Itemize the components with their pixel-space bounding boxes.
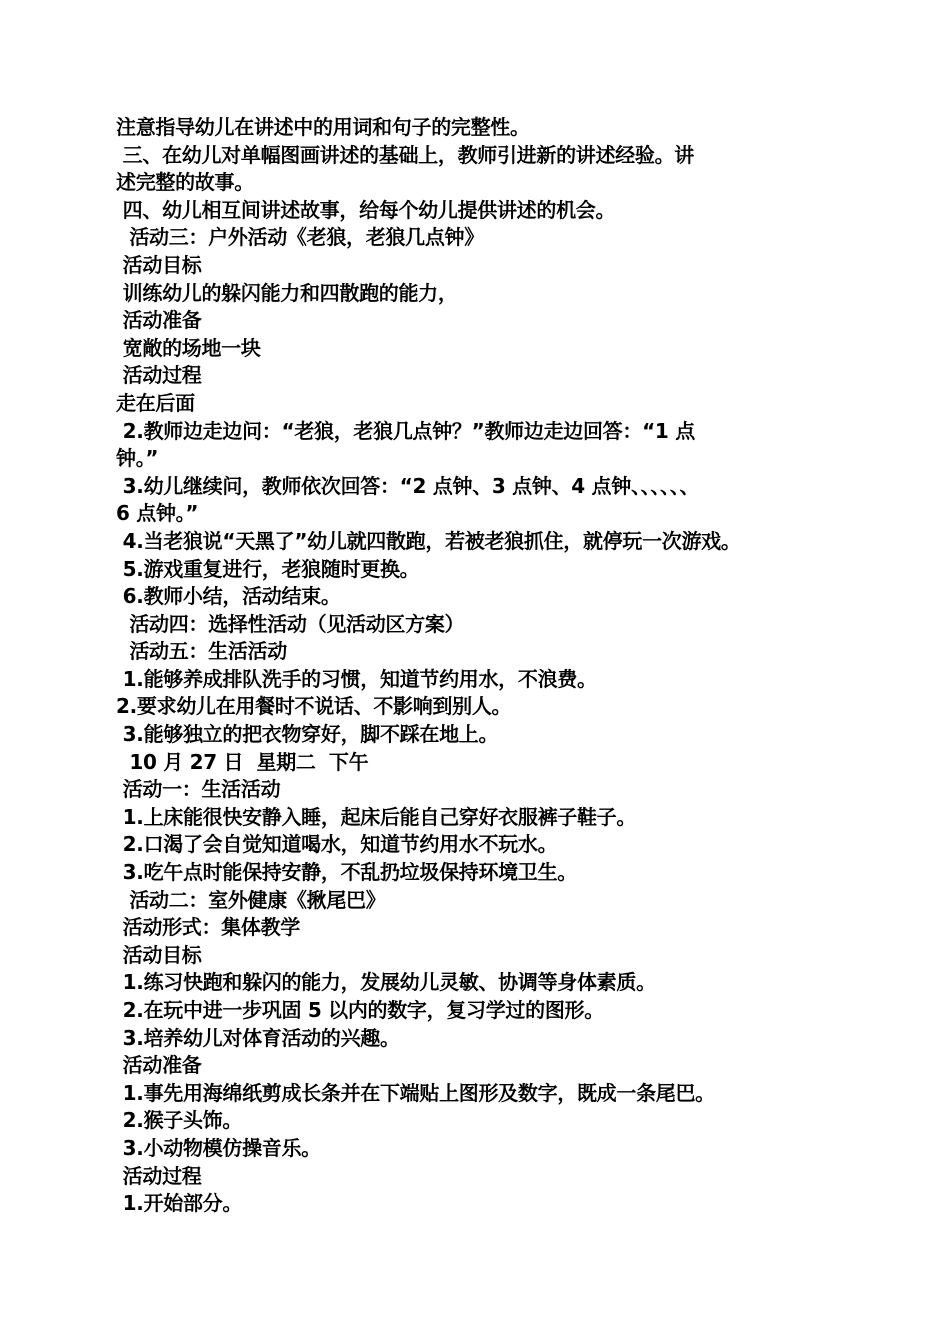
text-line: 钟。” <box>116 446 159 471</box>
subheading: 活动过程 <box>116 1163 202 1188</box>
text-line: 走在后面 <box>116 390 195 415</box>
section-heading: 活动二：室外健康《揪尾巴》 <box>116 887 386 912</box>
text-line: 2.教师边走边问：“老狼，老狼几点钟？”教师边走边回答：“1 点 <box>116 418 695 443</box>
text-line: 3.能够独立的把衣物穿好，脚不踩在地上。 <box>116 722 499 747</box>
text-line: 2.要求幼儿在用餐时不说话、不影响到别人。 <box>116 694 512 719</box>
document-body <box>116 114 846 1218</box>
text-line: 3.吃午点时能保持安静，不乱扔垃圾保持环境卫生。 <box>116 860 577 885</box>
text-line: 3.小动物模仿操音乐。 <box>116 1135 321 1160</box>
text-line: 2.在玩中进一步巩固 5 以内的数字，复习学过的图形。 <box>116 998 604 1022</box>
section-heading: 活动一：生活活动 <box>116 777 281 802</box>
text-line: 述完整的故事。 <box>116 170 254 195</box>
text-line: 2.猴子头饰。 <box>116 1108 243 1133</box>
text-line: 6 点钟。” <box>116 501 199 526</box>
text-line: 1.练习快跑和躲闪的能力，发展幼儿灵敏、协调等身体素质。 <box>116 970 656 995</box>
section-heading: 活动五：生活活动 <box>116 639 287 664</box>
text-line: 1.能够养成排队洗手的习惯，知道节约用水，不浪费。 <box>116 666 597 691</box>
subheading: 活动准备 <box>116 1053 202 1078</box>
section-heading: 活动三：户外活动《老狼，老狼几点钟》 <box>116 225 484 250</box>
text-line: 1.开始部分。 <box>116 1191 243 1216</box>
text-line: 3.培养幼儿对体育活动的兴趣。 <box>116 1025 400 1050</box>
text-line: 1.上床能很快安静入睡，起床后能自己穿好衣服裤子鞋子。 <box>116 804 637 829</box>
text-line: 四、幼儿相互间讲述故事，给每个幼儿提供讲述的机会。 <box>116 197 616 222</box>
subheading: 活动过程 <box>116 363 202 388</box>
text-line: 6.教师小结，活动结束。 <box>116 584 341 609</box>
subheading: 活动目标 <box>116 942 202 967</box>
text-line: 训练幼儿的躲闪能力和四散跑的能力， <box>116 280 458 305</box>
text-line: 注意指导幼儿在讲述中的用词和句子的完整性。 <box>116 115 530 139</box>
subheading: 活动准备 <box>116 308 202 333</box>
subheading: 活动目标 <box>116 252 202 277</box>
text-line: 2.口渴了会自觉知道喝水，知道节约用水不玩水。 <box>116 832 558 857</box>
text-line: 三、在幼儿对单幅图画讲述的基础上，教师引进新的讲述经验。讲 <box>116 142 694 167</box>
subheading: 活动形式：集体教学 <box>116 915 300 940</box>
section-heading: 活动四：选择性活动（见活动区方案） <box>116 611 465 636</box>
text-line: 1.事先用海绵纸剪成长条并在下端贴上图形及数字，既成一条尾巴。 <box>116 1080 715 1105</box>
text-line: 3.幼儿继续问，教师依次回答：“2 点钟、3 点钟、4 点钟、、、、、、 <box>116 473 700 498</box>
date-heading: 10 月 27 日 星期二 下午 <box>116 749 369 774</box>
text-line: 4.当老狼说“天黑了”幼儿就四散跑，若被老狼抓住，就停玩一次游戏。 <box>116 528 741 553</box>
text-line: 宽敞的场地一块 <box>116 335 261 360</box>
text-line: 5.游戏重复进行，老狼随时更换。 <box>116 556 420 581</box>
